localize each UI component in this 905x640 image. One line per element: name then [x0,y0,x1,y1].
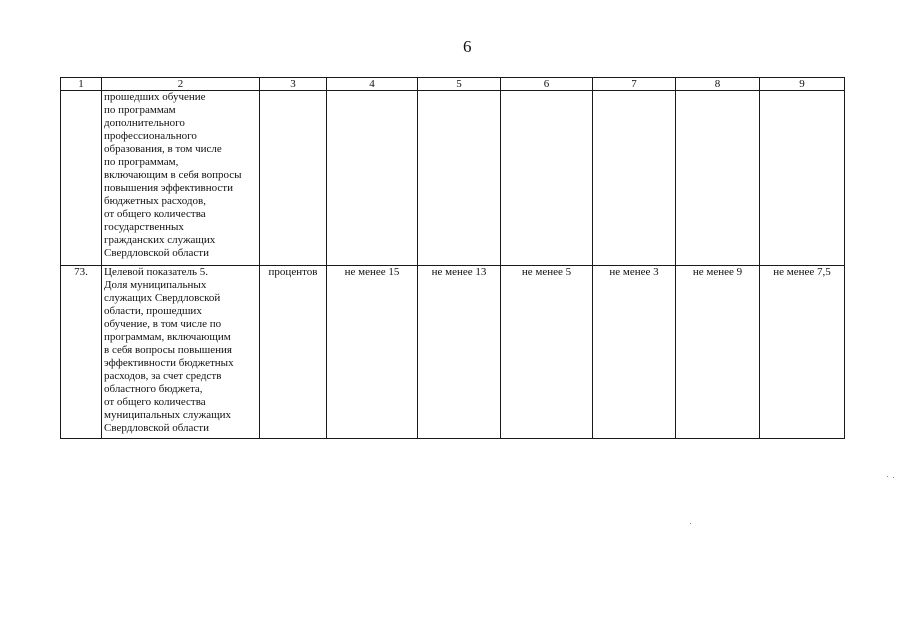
header-cell-9: 9 [760,78,845,91]
indicator-description: Целевой показатель 5. Доля муниципальных служащих Свердловской области, прошедших обучение, в том числе по программам, включающим в себя вопросы повышения эффективности бюджетных расходов, за счет средств областного бюджета, от общего количества муниципальных служащих Свердловской области [102,266,260,439]
value-cell-6: не менее 5 [501,266,593,439]
header-cell-2: 2 [102,78,260,91]
row-number: 73. [61,266,102,439]
row-number [61,91,102,266]
header-cell-3: 3 [260,78,327,91]
scan-speck [893,477,894,478]
indicators-table [60,77,845,439]
header-cell-8: 8 [676,78,760,91]
value-cell-5 [418,91,501,266]
header-cell-4: 4 [327,78,418,91]
value-cell-9 [760,91,845,266]
page-number: 6 [463,37,472,56]
indicator-description: прошедших обучение по программам дополнительного профессионального образования, в том числе по программам, включающим в себя вопросы повышения эффективности бюджетных расходов, от общего количества государственных гражданских служащих Свердловской области [102,91,260,266]
value-cell-4 [327,91,418,266]
value-cell-6 [501,91,593,266]
unit-cell [260,91,327,266]
value-cell-7 [593,91,676,266]
header-cell-6: 6 [501,78,593,91]
scan-speck [887,476,888,477]
value-cell-5: не менее 13 [418,266,501,439]
header-cell-5: 5 [418,78,501,91]
value-cell-8: не менее 9 [676,266,760,439]
header-cell-7: 7 [593,78,676,91]
header-cell-1: 1 [61,78,102,91]
value-cell-9: не менее 7,5 [760,266,845,439]
value-cell-7: не менее 3 [593,266,676,439]
table-row [61,266,845,439]
value-cell-8 [676,91,760,266]
value-cell-4: не менее 15 [327,266,418,439]
scan-speck [690,523,691,524]
header-row [61,78,845,91]
unit-cell: процентов [260,266,327,439]
table-row [61,91,845,266]
